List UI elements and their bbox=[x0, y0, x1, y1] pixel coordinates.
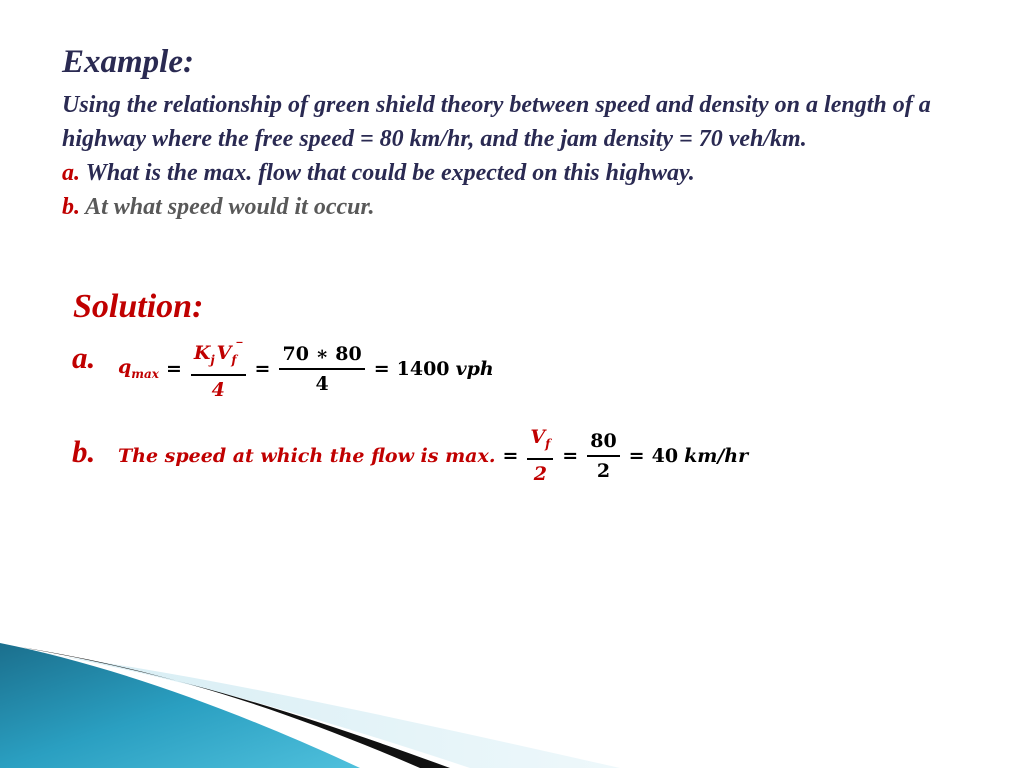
fraction-vf-over-2 bbox=[527, 424, 553, 487]
solution-b-label: b. bbox=[72, 434, 96, 469]
problem-text bbox=[62, 88, 982, 224]
equals-sign: = bbox=[562, 444, 579, 467]
fraction-denominator: 4 bbox=[315, 372, 329, 395]
fraction-denominator: 2 bbox=[596, 459, 611, 482]
speed-at-max-flow-text: The speed at which the flow is max. bbox=[118, 444, 496, 467]
equals-sign: = bbox=[502, 444, 519, 467]
question-b-label: b. bbox=[62, 194, 80, 220]
solution-a-label: a. bbox=[72, 340, 96, 375]
question-a bbox=[62, 156, 982, 190]
max-flow-result: 1400 bbox=[396, 357, 450, 380]
question-a-text: What is the max. flow that could be expected on this highway. bbox=[85, 160, 695, 186]
solution-title: Solution: bbox=[73, 288, 204, 325]
equals-sign: = bbox=[628, 444, 645, 467]
equals-sign: = bbox=[254, 357, 271, 380]
fraction-denominator: 4 bbox=[211, 379, 225, 401]
fraction-kj-vf-over-4 bbox=[191, 334, 246, 403]
fraction-numerator: 80 bbox=[587, 428, 619, 457]
equation-max-flow bbox=[118, 334, 494, 403]
fraction-numerator: $V_f$ bbox=[527, 424, 553, 460]
speed-result: 40 bbox=[651, 444, 679, 467]
fraction-denominator: 2 bbox=[533, 463, 547, 485]
max-flow-unit: vph bbox=[455, 357, 494, 380]
fraction-80-over-2 bbox=[587, 428, 619, 484]
fraction-numerator: $K_j$ $V_f^‾$ bbox=[191, 334, 246, 376]
fraction-numerator: 70 ∗ 80 bbox=[279, 341, 364, 370]
equation-speed-at-max-flow bbox=[118, 424, 748, 487]
question-b bbox=[62, 190, 982, 224]
speed-unit: km/hr bbox=[684, 444, 749, 467]
problem-statement: Using the relationship of green shield theory between speed and density on a length of a highway where the free speed = 80 km/hr, and the jam density = 70 veh/km. bbox=[62, 92, 931, 152]
question-a-label: a. bbox=[62, 160, 80, 186]
qmax-symbol: $q_{max}$ bbox=[118, 356, 159, 381]
question-b-text: At what speed would it occur. bbox=[85, 194, 375, 220]
equals-sign: = bbox=[373, 357, 390, 380]
fraction-70x80-over-4 bbox=[279, 341, 364, 397]
equals-sign: = bbox=[165, 357, 182, 380]
decorative-corner-wave bbox=[0, 643, 1024, 768]
slide-title: Example: bbox=[62, 44, 194, 80]
